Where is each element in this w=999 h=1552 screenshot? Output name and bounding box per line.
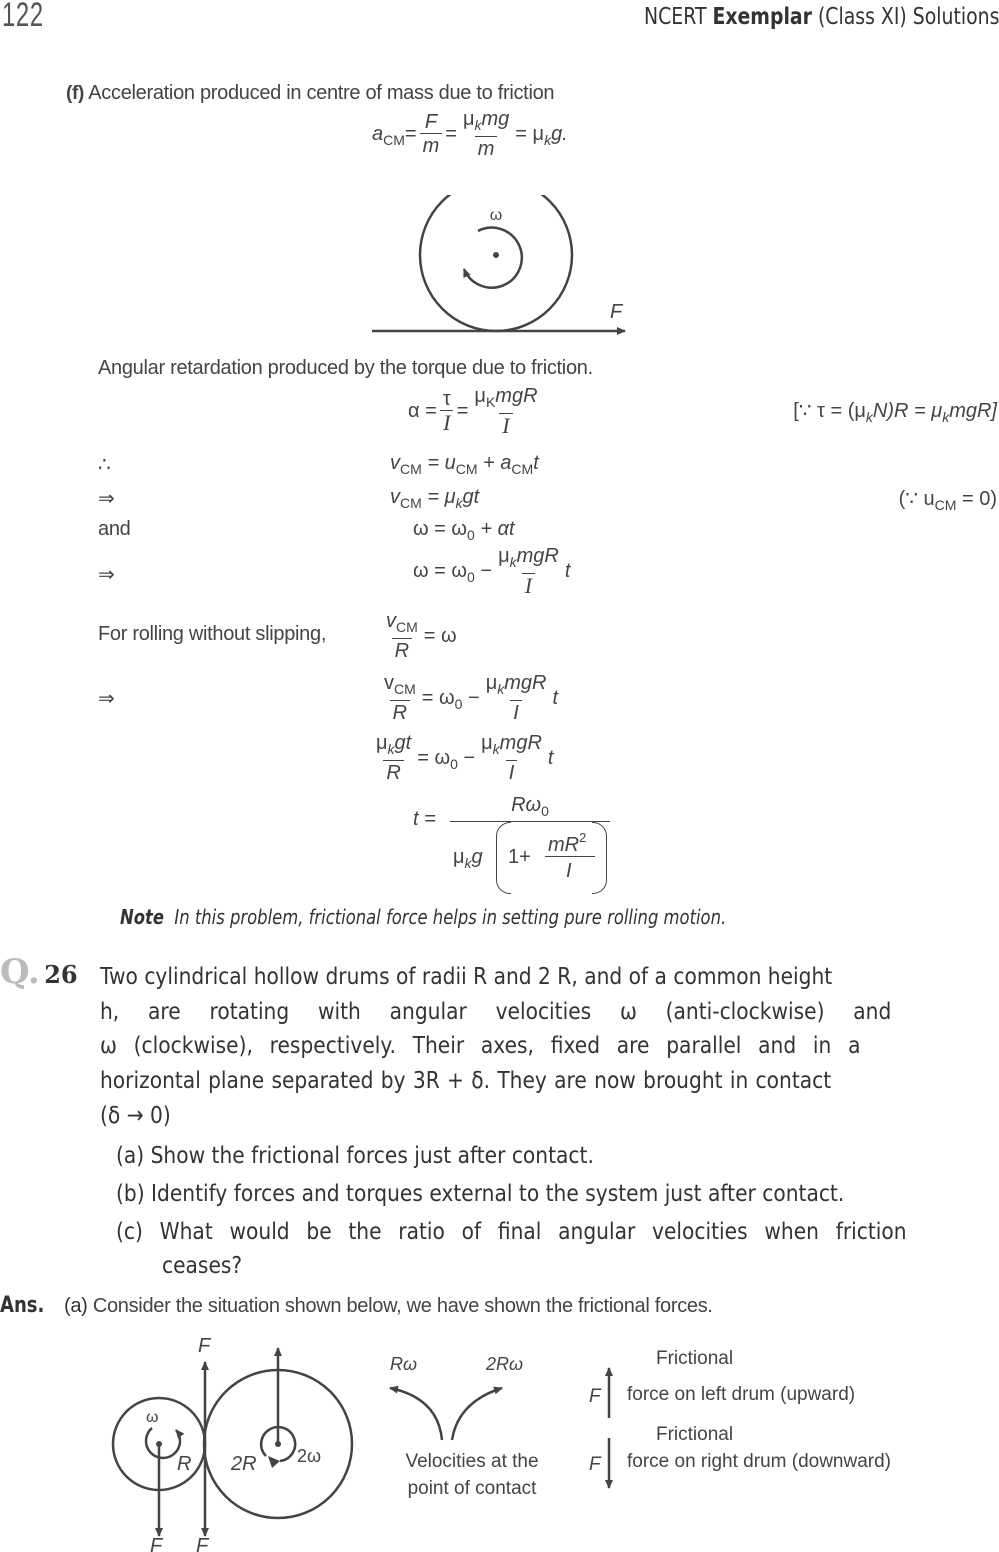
legend-line2: force on left drum (upward) bbox=[627, 1384, 856, 1405]
sub: 0 bbox=[454, 695, 463, 712]
step-marker: ⇒ bbox=[98, 488, 115, 510]
sub: CM bbox=[396, 619, 418, 635]
fraction bbox=[420, 111, 443, 158]
eq-part: v bbox=[390, 452, 400, 474]
vel-left-arrow-icon bbox=[390, 1388, 442, 1440]
sub: 0 bbox=[450, 755, 458, 772]
header-suffix: (Class XI) Solutions bbox=[817, 4, 999, 30]
eq-tail: t bbox=[552, 686, 559, 709]
part-text: What would be the ratio of final angular velocities when friction bbox=[159, 1217, 907, 1245]
reason-part: = 0) bbox=[956, 488, 997, 510]
mu: μ bbox=[376, 732, 388, 754]
frac-num bbox=[478, 732, 545, 760]
legend-line2: force on right drum (downward) bbox=[627, 1451, 891, 1472]
sub: k bbox=[942, 409, 950, 425]
force-label: F bbox=[610, 301, 623, 323]
eq-symbol: a bbox=[372, 122, 384, 145]
fraction bbox=[471, 385, 540, 438]
frac-num bbox=[483, 672, 550, 700]
eq-part: − bbox=[474, 559, 493, 582]
reason-part: mgR] bbox=[949, 400, 997, 422]
omega-label: ω bbox=[489, 207, 503, 224]
step-marker: and bbox=[98, 518, 131, 540]
eq-alpha-reason bbox=[793, 398, 997, 425]
answer-part: (a) bbox=[64, 1295, 88, 1317]
frac-den: I bbox=[522, 573, 535, 598]
rotation-arrow-icon bbox=[464, 228, 522, 288]
disc-centre bbox=[493, 252, 499, 258]
right-omega-label: 2ω bbox=[297, 1446, 322, 1466]
eq-part: gt bbox=[462, 486, 480, 508]
reason-part: (∵ u bbox=[898, 488, 935, 510]
reason-part: [∵ τ = (μ bbox=[793, 400, 866, 422]
note-label: Note bbox=[120, 905, 164, 929]
answer-intro bbox=[64, 1295, 713, 1318]
force-top-label: F bbox=[198, 1335, 211, 1357]
reason-part: N)R = μ bbox=[872, 400, 943, 422]
note bbox=[120, 905, 726, 929]
eq-alpha: α = $\frac{\tau}{I}$ = $\frac{\mu_KmgR}{I}$ bbox=[408, 385, 544, 438]
vel-right-arrow-icon bbox=[452, 1388, 502, 1440]
part-text-cont: ceases? bbox=[162, 1251, 243, 1279]
sub: k bbox=[455, 495, 463, 511]
answer-text: Consider the situation shown below, we have shown the frictional forces. bbox=[92, 1295, 713, 1317]
legend-symbol: F bbox=[589, 1386, 601, 1407]
minus: − bbox=[463, 746, 476, 769]
eq-part: = ω bbox=[421, 686, 455, 709]
left-radius-label: R bbox=[177, 1453, 192, 1475]
eq-part: ω = ω bbox=[413, 559, 468, 582]
right-rotation-arrow-icon bbox=[268, 1456, 280, 1468]
rolling-eq bbox=[380, 610, 457, 663]
part-label: (a) bbox=[116, 1141, 145, 1169]
fraction bbox=[483, 672, 550, 725]
sub: k bbox=[509, 554, 517, 570]
part-f-text: Acceleration produced in centre of mass due to friction bbox=[88, 82, 555, 104]
frac-num: F bbox=[424, 111, 438, 133]
part-f-intro bbox=[66, 82, 554, 105]
eq-part: = μ bbox=[421, 486, 456, 508]
frac-num-rest: mgR bbox=[499, 732, 542, 754]
frac-num bbox=[373, 732, 414, 760]
frac-num-rest: mgR bbox=[516, 545, 559, 567]
frac-den: I bbox=[506, 760, 518, 785]
sub: k bbox=[492, 741, 500, 757]
drums-diagram bbox=[100, 1330, 999, 1552]
frac-num-rest: gt bbox=[394, 732, 412, 754]
fraction-bar bbox=[545, 856, 595, 857]
sub: CM bbox=[934, 497, 957, 513]
sup: 2 bbox=[579, 830, 587, 845]
force-bottom-left-label: F bbox=[150, 1535, 163, 1552]
question-line: Two cylindrical hollow drums of radii R and 2 R, and of a common height bbox=[100, 962, 833, 990]
eq-part: v bbox=[390, 486, 400, 508]
fraction bbox=[373, 732, 414, 785]
one-plus: 1+ bbox=[508, 846, 531, 868]
eq-rhs: = ω bbox=[423, 624, 457, 647]
frac-num-rest: mg bbox=[481, 108, 510, 130]
vel-left-label: Rω bbox=[390, 1354, 418, 1374]
frac-num bbox=[471, 385, 540, 413]
legend-line1: Frictional bbox=[656, 1348, 734, 1369]
left-rotation-arrow-icon bbox=[146, 1428, 180, 1458]
step-marker: ⇒ bbox=[98, 564, 115, 586]
answer-label: Ans. bbox=[0, 1293, 45, 1318]
question-line: (δ → 0) bbox=[100, 1101, 171, 1129]
running-header bbox=[644, 4, 999, 30]
frac-num-rest: mgR bbox=[495, 385, 538, 407]
inner-num bbox=[548, 830, 586, 857]
eq-lhs: t = bbox=[413, 808, 436, 830]
deriv-eq-2 bbox=[370, 732, 553, 785]
eq-part: + a bbox=[477, 452, 512, 474]
question-part-b bbox=[116, 1179, 844, 1207]
frac-den: R bbox=[392, 638, 412, 663]
sub: 0 bbox=[467, 527, 475, 543]
final-t-den bbox=[453, 846, 483, 871]
vel-caption-1: Velocities at the bbox=[405, 1451, 539, 1472]
mu: μ bbox=[532, 122, 545, 145]
legend-symbol: F bbox=[589, 1454, 601, 1475]
page-number: 122 bbox=[2, 0, 44, 34]
final-t-num bbox=[450, 794, 610, 819]
frac-num bbox=[495, 545, 562, 573]
v: v bbox=[384, 672, 394, 694]
part-text: Show the frictional forces just after contact. bbox=[150, 1141, 594, 1169]
mu: μ bbox=[481, 732, 493, 754]
eq-part: = u bbox=[421, 452, 456, 474]
frac-num-rest: mgR bbox=[504, 672, 547, 694]
fraction bbox=[383, 610, 421, 663]
question-line: ω (clockwise), respectively. Their axes, fixed are parallel and in a bbox=[100, 1031, 861, 1059]
fraction bbox=[478, 732, 545, 785]
eq-part: t bbox=[533, 452, 539, 474]
mu: μ bbox=[474, 385, 486, 407]
final-t-eq bbox=[413, 808, 436, 831]
sub: k bbox=[544, 131, 552, 148]
step-marker: ⇒ bbox=[98, 688, 115, 710]
right-radius-label: 2R bbox=[231, 1453, 257, 1475]
fraction-bar bbox=[450, 821, 610, 822]
rolling-text: For rolling without slipping, bbox=[98, 623, 327, 645]
frac-den: R bbox=[383, 760, 403, 785]
part-f-label: (f) bbox=[66, 83, 85, 104]
fraction bbox=[440, 388, 454, 435]
sub: 0 bbox=[541, 803, 549, 819]
frac-den: I bbox=[499, 413, 512, 438]
sub: CM bbox=[400, 495, 422, 511]
eq-tail: t bbox=[547, 746, 554, 769]
mu: μ bbox=[485, 672, 498, 694]
rhs: g. bbox=[551, 122, 568, 145]
sub: CM bbox=[455, 461, 478, 477]
sub: CM bbox=[394, 681, 416, 697]
header-prefix: NCERT bbox=[643, 4, 707, 30]
q-number: 26 bbox=[44, 960, 78, 989]
force-bottom-right-label: F bbox=[196, 1535, 209, 1552]
eq-tail: t bbox=[564, 559, 571, 582]
header-bold: Exemplar bbox=[712, 4, 812, 30]
eq-part: ω = ω bbox=[413, 518, 468, 540]
eq-lhs: α = bbox=[408, 399, 437, 422]
step-eq-1 bbox=[390, 452, 539, 477]
eq-acm: $a_{CM}=$ $\frac{F}{m}$ = $\frac{\mu_kmg}{m}$ = $\mu_kg$. bbox=[372, 108, 568, 160]
vel-right-label: 2Rω bbox=[486, 1354, 524, 1374]
eq-sub: CM bbox=[383, 131, 405, 148]
sub: k bbox=[387, 741, 395, 757]
frac-num bbox=[460, 108, 512, 136]
den-pre: g bbox=[471, 846, 483, 868]
sub: CM bbox=[400, 461, 422, 477]
sub: 0 bbox=[467, 568, 475, 585]
frac-den: I bbox=[510, 700, 522, 725]
fraction bbox=[381, 672, 419, 725]
sub: k bbox=[464, 855, 472, 871]
legend-line1: Frictional bbox=[656, 1424, 734, 1445]
part-text: Identify forces and torques external to the system just after contact. bbox=[151, 1179, 845, 1207]
question-part-a bbox=[116, 1141, 594, 1169]
frac-den: I bbox=[566, 860, 572, 882]
eq-part: = ω bbox=[417, 746, 451, 769]
mu: μ bbox=[453, 846, 465, 868]
sub: K bbox=[485, 394, 496, 410]
fraction bbox=[495, 545, 562, 598]
v: v bbox=[386, 610, 396, 632]
angular-text: Angular retardation produced by the torque due to friction. bbox=[98, 357, 593, 379]
vel-caption-2: point of contact bbox=[407, 1478, 537, 1499]
fraction bbox=[460, 108, 512, 161]
note-text: In this problem, frictional force helps in setting pure rolling motion. bbox=[174, 905, 727, 929]
sub: CM bbox=[511, 461, 534, 477]
frac-den: I bbox=[440, 410, 453, 435]
question-line: horizontal plane separated by 3R + δ. They are now brought in contact bbox=[100, 1066, 832, 1094]
left-omega-label: ω bbox=[146, 1409, 159, 1426]
part-label: (b) bbox=[116, 1179, 145, 1207]
frac-den: m bbox=[475, 136, 498, 161]
question-line: h, are rotating with angular velocities ω (anti-clockwise) and bbox=[100, 997, 892, 1025]
step-eq-3 bbox=[413, 518, 515, 543]
frac-num: mR bbox=[548, 834, 580, 856]
sub: k bbox=[497, 681, 505, 697]
mu: μ bbox=[498, 545, 510, 567]
frac-den: m bbox=[420, 133, 443, 158]
step-reason-2 bbox=[899, 486, 997, 513]
right-paren bbox=[592, 822, 607, 894]
frac-den: R bbox=[390, 700, 410, 725]
frac-num: τ bbox=[442, 388, 451, 410]
sub: k bbox=[474, 117, 482, 133]
question-part-c bbox=[116, 1217, 907, 1245]
step-eq-4 bbox=[413, 545, 570, 598]
frac-num bbox=[383, 610, 421, 638]
step-marker: ∴ bbox=[98, 454, 111, 476]
part-label: (c) bbox=[116, 1217, 143, 1245]
eq-part: + αt bbox=[474, 518, 515, 540]
frac-num bbox=[381, 672, 419, 700]
deriv-eq-1 bbox=[378, 672, 558, 725]
rolling-disc-diagram bbox=[360, 195, 640, 345]
frac-num: Rω bbox=[511, 794, 542, 816]
question-marker bbox=[0, 952, 78, 992]
q-mark: Q. bbox=[0, 952, 40, 992]
step-eq-2 bbox=[390, 486, 479, 511]
mu: μ bbox=[462, 108, 475, 130]
minus: − bbox=[468, 686, 480, 709]
sub: k bbox=[865, 409, 873, 425]
